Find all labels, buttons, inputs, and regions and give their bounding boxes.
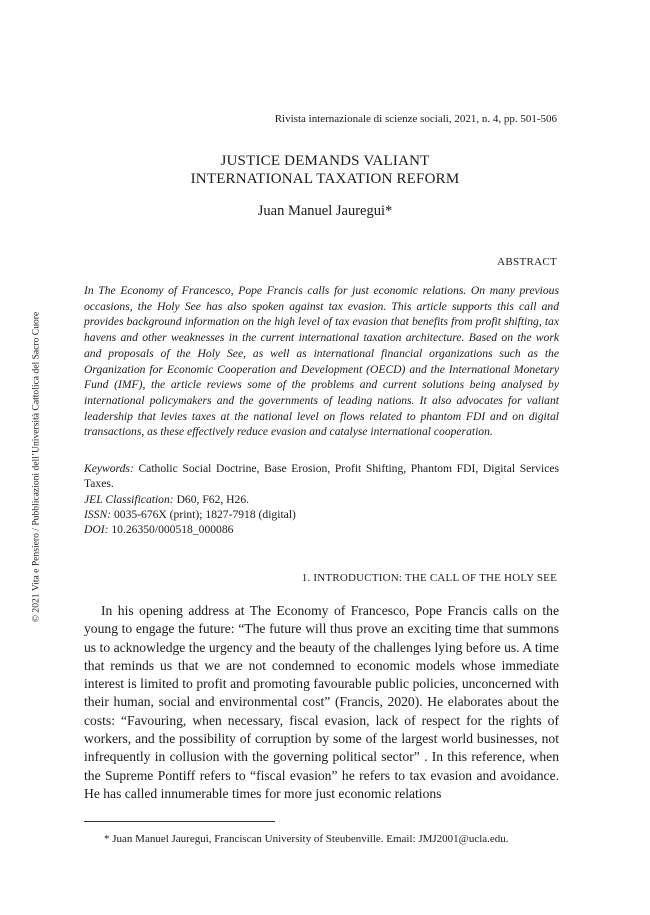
- doi-line: [84, 522, 559, 537]
- running-header: Rivista internazionale di scienze sociali, 2021, n. 4, pp. 501-506: [274, 113, 557, 125]
- issn-line: [84, 507, 559, 522]
- article-metadata: [84, 461, 559, 537]
- footnote-divider: [84, 821, 275, 822]
- section-heading: 1. INTRODUCTION: THE CALL OF THE HOLY SEE: [301, 572, 557, 584]
- issn-value: 0035-676X (print); 1827-7918 (digital): [113, 507, 296, 521]
- author-name: Juan Manuel Jauregui*: [257, 203, 393, 219]
- article-title-line-1: JUSTICE DEMANDS VALIANT: [220, 153, 430, 169]
- issn-label: ISSN:: [84, 507, 112, 521]
- side-copyright-text: © 2021 Vita e Pensiero / Pubblicazioni dell’Università Cattolica del Sacro Cuore: [30, 311, 42, 623]
- keywords-line: [84, 461, 559, 492]
- keywords-value: Catholic Social Doctrine, Base Erosion, Profit Shifting, Phantom FDI, Digital Services Taxes.: [84, 462, 559, 491]
- keywords-label: Keywords:: [84, 462, 134, 475]
- abstract-text: In The Economy of Francesco, Pope Francis calls for just economic relations. On many previous occasions, the Holy See has also spoken against tax evasion. This article supports this call and provides background information on the high level of tax evasion that benefits from profit shifting, tax havens and other weaknesses in the current international taxation architecture. Based on the work and proposals of the Holy See, as well as international financial organizations such as the Organization for Economic Cooperation and Development (OECD) and the International Monetary Fund (IMF), the article reviews some of the problems and current solutions being analysed by international policymakers and the governments of leading nations. It also advocates for valiant leadership that levies taxes at the national level on flows related to phantom FDI and on digital transactions, as these effectively reduce evasion and catalyse international cooperation.: [84, 284, 559, 439]
- jel-label: JEL Classification:: [84, 492, 174, 506]
- doi-label: DOI:: [84, 523, 109, 537]
- body-paragraph: In his opening address at The Economy of Francesco, Pope Francis calls on the young to engage the future: “The future will thus prove an exciting time that summons us to acknowledge the urgency and the beauty of the challenges lying before us. A time that reminds us that we are not condemned to economic models whose immediate interest is limited to profit and promoting favourable public policies, unconcerned with their human, social and environmental cost” (Francis, 2020). He elaborates about the costs: “Favouring, when necessary, fiscal evasion, lack of respect for the rights of workers, and the possibility of corruption by some of the largest world businesses, not infrequently in collusion with the governing political sector” . In this reference, when the Supreme Pontiff refers to “fiscal evasion” he refers to tax evasion and avoidance. He has called innumerable times for more just economic relations: [84, 603, 559, 801]
- doi-value: 10.26350/000518_000086: [111, 523, 234, 537]
- article-title-line-2: INTERNATIONAL TAXATION REFORM: [190, 171, 460, 187]
- jel-line: [84, 492, 559, 507]
- author-footnote: * Juan Manuel Jauregui, Franciscan University of Steubenville. Email: JMJ2001@ucla.edu.: [104, 833, 509, 845]
- article-title: [0, 152, 650, 188]
- abstract-heading: ABSTRACT: [497, 256, 557, 268]
- jel-value: D60, F62, H26.: [176, 492, 250, 506]
